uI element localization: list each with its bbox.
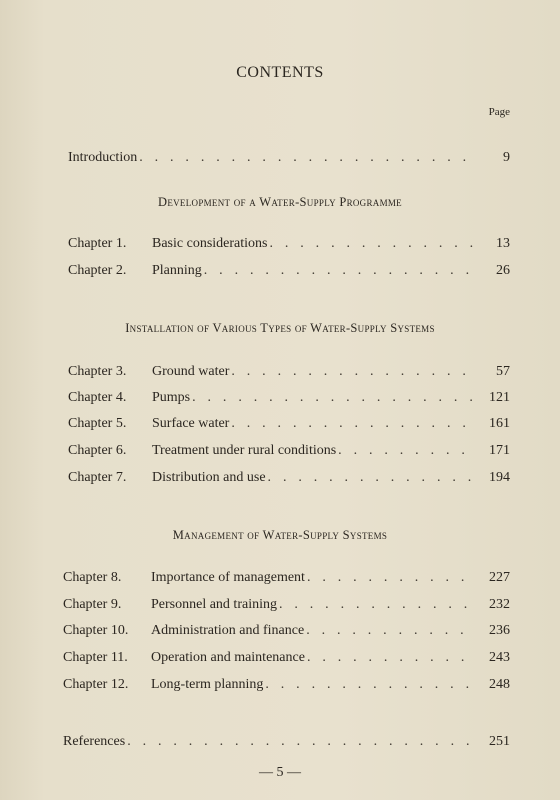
page-number: 161 <box>489 416 510 431</box>
page-number: 9 <box>503 150 510 165</box>
toc-entry <box>63 621 510 641</box>
chapter-label: Chapter 7. <box>68 470 127 485</box>
chapter-label: Chapter 12. <box>63 677 129 692</box>
chapter-title: Personnel and training <box>151 597 277 612</box>
toc-entry <box>63 595 510 615</box>
chapter-title: Administration and finance <box>151 623 305 638</box>
toc-entry <box>68 234 510 254</box>
toc-entry-references <box>63 732 510 752</box>
toc-entry <box>68 468 510 488</box>
chapter-title: Distribution and use <box>152 470 266 485</box>
section-heading: Development of a Water-Supply Programme <box>158 195 402 209</box>
toc-entry <box>63 675 510 695</box>
page-number: 194 <box>489 470 510 485</box>
dot-leader <box>265 675 474 695</box>
dot-leader <box>139 148 474 168</box>
page-number: 227 <box>489 570 510 585</box>
page-number: 13 <box>496 236 510 251</box>
entry-label: References <box>63 734 126 749</box>
page-column-header: Page <box>488 106 510 118</box>
chapter-label: Chapter 1. <box>68 236 127 251</box>
chapter-label: Chapter 3. <box>68 364 127 379</box>
dot-leader <box>204 261 474 281</box>
dot-leader <box>192 388 474 408</box>
dot-leader <box>306 621 474 641</box>
chapter-title: Importance of management <box>151 570 305 585</box>
dot-leader <box>269 234 474 254</box>
chapter-title: Treatment under rural conditions <box>152 443 337 458</box>
toc-entry <box>63 568 510 588</box>
toc-entry-introduction <box>68 148 510 168</box>
dot-leader <box>279 595 474 615</box>
toc-entry <box>63 648 510 668</box>
dot-leader <box>231 414 474 434</box>
page-number-footer: — 5 — <box>259 765 301 780</box>
page-number: 236 <box>489 623 510 638</box>
page-number: 57 <box>496 364 510 379</box>
chapter-label: Chapter 9. <box>63 597 122 612</box>
page-number: 251 <box>489 734 510 749</box>
chapter-label: Chapter 8. <box>63 570 122 585</box>
chapter-title: Pumps <box>152 390 191 405</box>
section-heading: Installation of Various Types of Water-Supply Systems <box>125 321 435 335</box>
toc-entry <box>68 388 510 408</box>
dot-leader <box>307 568 474 588</box>
chapter-title: Long-term planning <box>151 677 264 692</box>
page-number: 232 <box>489 597 510 612</box>
chapter-title: Ground water <box>152 364 230 379</box>
toc-entry <box>68 261 510 281</box>
page-number: 121 <box>489 390 510 405</box>
toc-entry <box>68 414 510 434</box>
section-heading: Management of Water-Supply Systems <box>172 528 388 542</box>
entry-label: Introduction <box>68 150 138 165</box>
chapter-title: Operation and maintenance <box>151 650 305 665</box>
toc-entry <box>68 362 510 382</box>
dot-leader <box>307 648 474 668</box>
chapter-label: Chapter 2. <box>68 263 127 278</box>
page-number: 171 <box>489 443 510 458</box>
dot-leader <box>127 732 474 752</box>
page-number: 243 <box>489 650 510 665</box>
chapter-title: Basic considerations <box>152 236 268 251</box>
toc-entry <box>68 441 510 461</box>
chapter-label: Chapter 10. <box>63 623 129 638</box>
dot-leader <box>338 441 474 461</box>
chapter-label: Chapter 6. <box>68 443 127 458</box>
dot-leader <box>231 362 474 382</box>
page-number: 26 <box>496 263 510 278</box>
chapter-title: Planning <box>152 263 202 278</box>
chapter-label: Chapter 4. <box>68 390 127 405</box>
chapter-title: Surface water <box>152 416 230 431</box>
chapter-label: Chapter 11. <box>63 650 128 665</box>
page-title: CONTENTS <box>236 64 324 81</box>
chapter-label: Chapter 5. <box>68 416 127 431</box>
page-number: 248 <box>489 677 510 692</box>
dot-leader <box>268 468 474 488</box>
